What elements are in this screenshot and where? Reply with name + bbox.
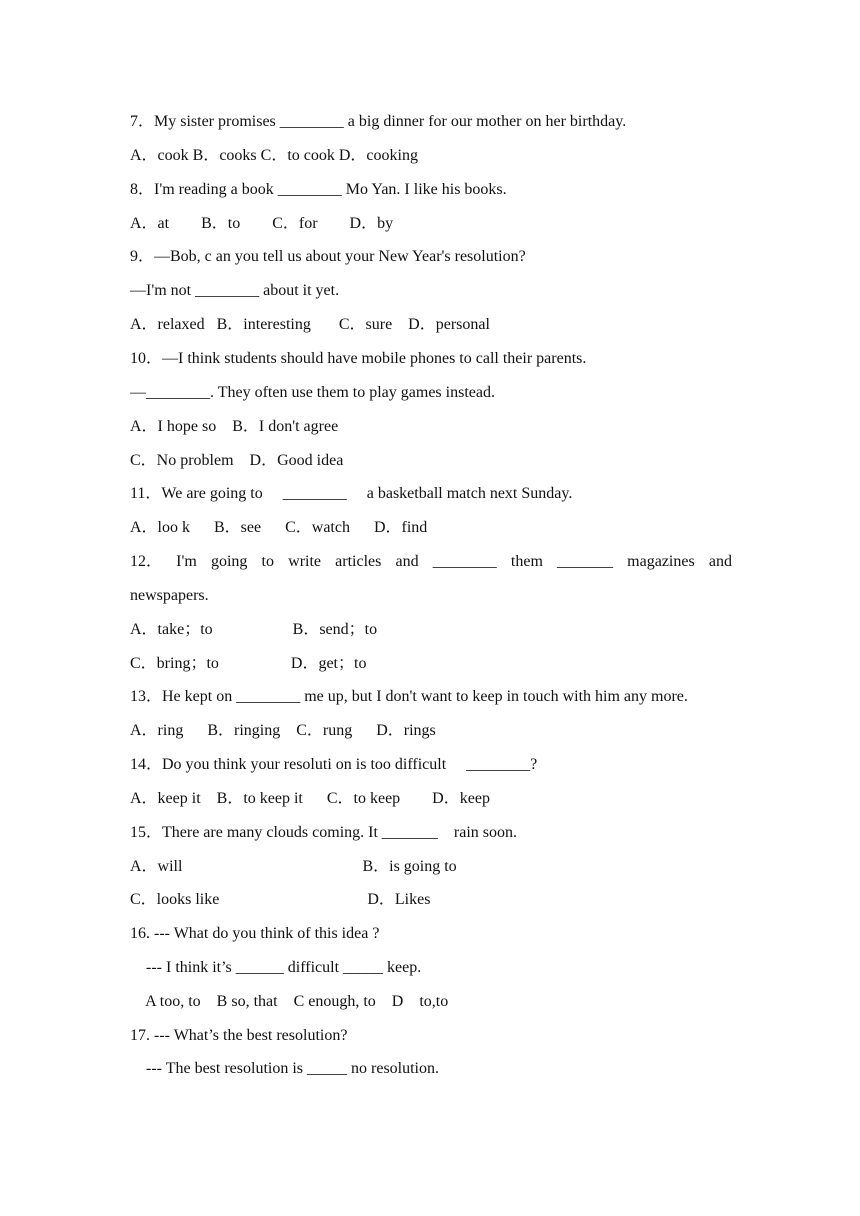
q10-stem: 10．—I think students should have mobile phones to call their parents. (130, 350, 587, 367)
q12-word: 12． (130, 553, 163, 570)
q12-word: and (708, 553, 732, 570)
q12-options-cd: C．bring；to D．get；to (130, 655, 367, 672)
q15-options-ab: A．will B．is going to (130, 858, 457, 875)
q17-stem: 17. --- What’s the best resolution? (130, 1027, 348, 1044)
q12-word: _______ (557, 553, 614, 570)
q8-stem: 8．I'm reading a book ________ Mo Yan. I like his books. (130, 181, 507, 198)
q9-stem: 9．—Bob, c an you tell us about your New Year's resolution? (130, 248, 526, 265)
q12-word: going (210, 553, 248, 570)
q12-word: to (261, 553, 274, 570)
q16-options: A too, to B so, that C enough, to D to,to (130, 993, 449, 1010)
q12-word: magazines (627, 553, 695, 570)
q13-stem: 13．He kept on ________ me up, but I don't want to keep in touch with him any more. (130, 688, 688, 705)
q12-word: and (395, 553, 419, 570)
q10-options-cd: C．No problem D．Good idea (130, 452, 344, 469)
q14-stem: 14．Do you think your resoluti on is too difficult ________? (130, 756, 538, 773)
q10-options-ab: A．I hope so B．I don't agree (130, 418, 339, 435)
q12-word: ________ (432, 553, 497, 570)
q12-stem-continued: newspapers. (130, 587, 209, 604)
q12-stem (130, 552, 732, 572)
q7-options: A．cook B．cooks C．to cook D．cooking (130, 147, 418, 164)
q16-answer-line: --- I think it’s ______ difficult _____ keep. (130, 959, 422, 976)
q12-options-ab: A．take；to B．send；to (130, 621, 378, 638)
q9-answer-line: —I'm not ________ about it yet. (130, 282, 340, 299)
q15-options-cd: C．looks like D．Likes (130, 891, 431, 908)
q9-options: A．relaxed B．interesting C．sure D．personal (130, 316, 490, 333)
q12-word: I'm (176, 553, 197, 570)
q12-word: write (288, 553, 322, 570)
q11-stem: 11．We are going to ________ a basketball match next Sunday. (130, 485, 573, 502)
q12-word: them (510, 553, 543, 570)
q11-options: A．loo k B．see C．watch D．find (130, 519, 428, 536)
q8-options: A．at B．to C．for D．by (130, 215, 394, 232)
q15-stem: 15．There are many clouds coming. It _______ rain soon. (130, 824, 518, 841)
q16-stem: 16. --- What do you think of this idea ? (130, 925, 380, 942)
q7-stem: 7．My sister promises ________ a big dinner for our mother on her birthday. (130, 113, 627, 130)
q13-options: A．ring B．ringing C．rung D．rings (130, 722, 436, 739)
q14-options: A．keep it B．to keep it C．to keep D．keep (130, 790, 490, 807)
q12-word: articles (335, 553, 382, 570)
q10-answer-line: —________. They often use them to play games instead. (130, 384, 495, 401)
q17-answer-line: --- The best resolution is _____ no resolution. (130, 1060, 439, 1077)
